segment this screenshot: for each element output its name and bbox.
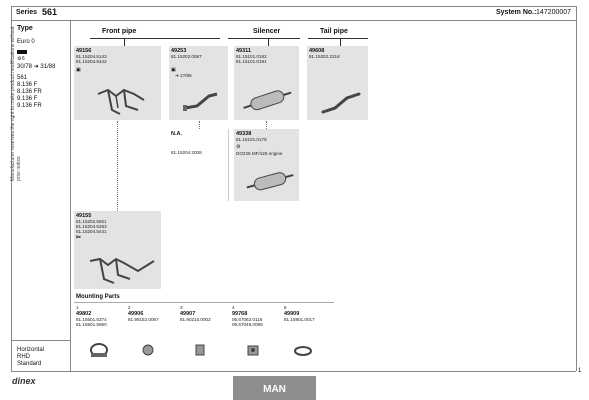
engine-code: 6	[21, 56, 25, 62]
engine-icon: ⚙	[17, 56, 22, 62]
part-code: N.A.	[171, 131, 182, 137]
part-card-49156[interactable]	[74, 46, 161, 120]
model-item: 561	[17, 75, 28, 81]
intermediate-pipe-drawing	[181, 90, 221, 114]
mount-index: 2	[128, 305, 131, 310]
part-code: 49338	[236, 131, 252, 137]
part-number: 06.67062.0116	[232, 317, 263, 322]
part-note: DO226 MF/125 engine	[236, 151, 283, 156]
cut-icon: ✂	[76, 235, 82, 241]
mount-card-1[interactable]	[74, 304, 122, 362]
front-pipe-rule	[90, 38, 220, 39]
connector	[266, 121, 268, 129]
part-number: 81.90210.0002	[180, 317, 211, 322]
model-list	[17, 75, 42, 110]
part-card-49338[interactable]	[234, 129, 299, 201]
part-number: 81.15204.5441	[76, 229, 107, 234]
mount-index: 4	[232, 305, 235, 310]
part-code: 49156	[76, 48, 92, 54]
part-number: 81.15901.0017	[284, 317, 315, 322]
mount-index: 3	[180, 305, 183, 310]
part-number: 81.15202.2218	[309, 54, 340, 59]
year-to: 31/88	[40, 64, 56, 70]
model-item: 9.136 F	[17, 96, 38, 102]
part-number: 81.98152.0067	[128, 317, 159, 322]
part-card-49608[interactable]	[307, 46, 368, 120]
part-note	[175, 73, 192, 79]
tail-pipe-drawing	[319, 90, 363, 116]
part-card-49155[interactable]	[74, 211, 161, 289]
header-divider	[11, 20, 576, 21]
connector	[199, 121, 201, 129]
bolt-drawing	[140, 342, 156, 358]
part-note-text: 27/85	[180, 73, 192, 78]
nut-drawing	[192, 342, 208, 358]
part-code: 49608	[309, 48, 325, 54]
config-orientation: Horizontal	[17, 347, 45, 353]
frame-right	[576, 6, 577, 371]
section-tail-pipe: Tail pipe	[320, 28, 348, 35]
arrow-right-icon: ➜	[33, 64, 39, 70]
mount-card-5[interactable]	[282, 304, 330, 362]
section-silencer: Silencer	[253, 28, 281, 35]
part-number: 81.15501.5374	[76, 317, 107, 322]
part-number: 81.15204.5143	[76, 54, 107, 59]
section-front-pipe: Front pipe	[102, 28, 137, 35]
engine-icon-row	[17, 56, 25, 62]
part-number: 81.15101.0191	[236, 59, 267, 64]
mount-card-3[interactable]	[178, 304, 226, 362]
silencer-tick	[268, 38, 269, 46]
year-range	[17, 64, 55, 71]
part-code: 49802	[76, 311, 92, 317]
silencer-drawing	[246, 167, 296, 195]
part-card-49253[interactable]	[169, 46, 228, 120]
arrow-right-icon: ➜	[175, 73, 179, 78]
model-item: 8.136 F	[17, 82, 38, 88]
part-number: 81.15501.5560	[76, 322, 107, 327]
gasket-icon: ▣	[171, 67, 176, 73]
emission-standard: Euro 0	[17, 39, 35, 45]
silencer-drawing	[242, 86, 294, 112]
part-code: 49909	[284, 311, 300, 317]
part-number: 81.15101.0182	[236, 54, 267, 59]
ring-gasket-drawing	[292, 344, 314, 358]
truck-icon	[17, 50, 27, 54]
part-code: 49906	[128, 311, 144, 317]
tail-pipe-rule	[308, 38, 368, 39]
part-number: 81.15101.0178	[236, 137, 267, 142]
part-code: 49907	[180, 311, 196, 317]
frame-top	[11, 6, 576, 7]
model-item: 9.136 FR	[17, 103, 42, 109]
config-drive-side: RHD	[17, 354, 30, 360]
brand-name: MAN	[263, 384, 286, 395]
part-card-49311[interactable]	[234, 46, 299, 120]
side-disclaimer: Manufacturer reserves the right to make product modifications without prior notice	[10, 26, 22, 181]
front-pipe-drawing	[86, 251, 158, 287]
part-code: 49253	[171, 48, 187, 54]
front-pipe-drawing	[94, 80, 149, 118]
part-code: 99768	[232, 311, 248, 317]
year-from: 30/78	[17, 64, 33, 70]
system-value: 147200007	[536, 9, 572, 16]
part-number: 81.15204.2008	[171, 150, 202, 155]
left-bottom-divider	[11, 340, 70, 341]
silencer-rule	[228, 38, 300, 39]
type-label: Type	[17, 25, 33, 32]
frame-bottom	[11, 371, 576, 372]
system-label: System No.:	[496, 9, 537, 16]
mount-index: 5	[284, 305, 287, 310]
part-number: 81.15204.5263	[76, 224, 107, 229]
part-number: 81.15204.5442	[76, 59, 107, 64]
config-list	[17, 347, 44, 368]
series-value: 561	[42, 7, 58, 17]
config-variant: Standard	[17, 361, 42, 367]
mount-card-4[interactable]	[230, 304, 278, 362]
clamp-drawing	[88, 340, 110, 360]
part-code: 49155	[76, 213, 92, 219]
mount-card-2[interactable]	[126, 304, 174, 362]
engine-icon: ⚙	[236, 144, 241, 150]
series-label: Series	[16, 9, 38, 16]
part-code: 49311	[236, 48, 251, 54]
front-pipe-tick	[124, 38, 125, 46]
dinex-logo: dinex	[12, 376, 36, 386]
left-panel-divider	[70, 20, 71, 371]
tail-pipe-tick	[340, 38, 341, 46]
part-number: 81.15202.0087	[171, 54, 202, 59]
part-number: 06.67049.0099	[232, 322, 263, 327]
part-card-na[interactable]	[169, 129, 229, 201]
page-number: 1	[578, 368, 582, 374]
connector	[117, 121, 119, 211]
mounting-title: Mounting Parts	[76, 294, 120, 300]
gasket-icon: ▣	[76, 67, 81, 73]
mounting-rule	[74, 302, 334, 303]
part-number: 81.15202.5921	[76, 219, 107, 224]
screw-drawing	[244, 342, 262, 358]
model-item: 8.136 FR	[17, 89, 42, 95]
mount-index: 1	[76, 305, 79, 310]
